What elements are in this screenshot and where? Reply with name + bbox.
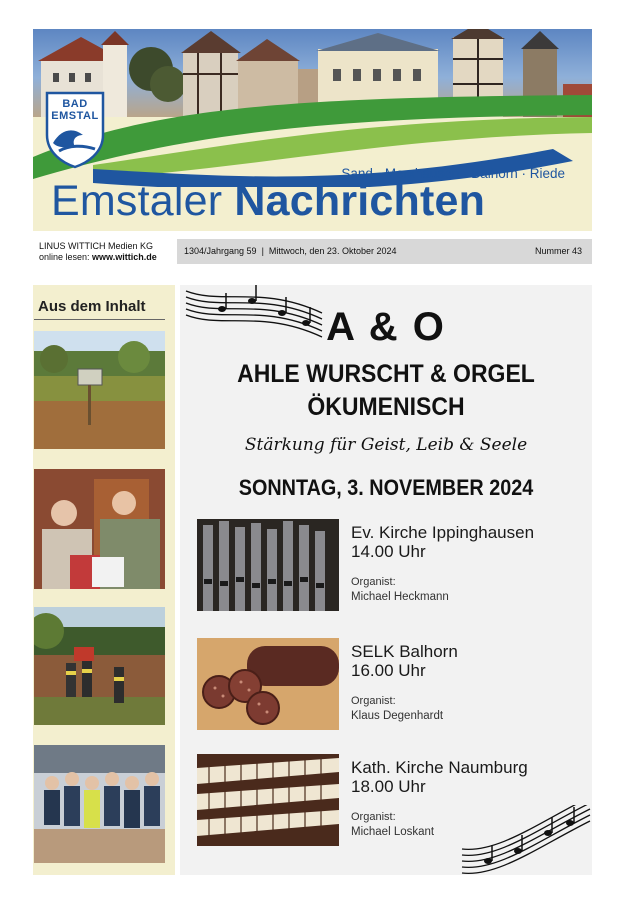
event-time: 16.00 Uhr (351, 661, 426, 680)
issue-info-bar (33, 239, 592, 264)
poster-date: SONNTAG, 3. NOVEMBER 2024 (238, 475, 534, 500)
title-part-bold: Nachrichten (234, 177, 486, 225)
event-time: 14.00 Uhr (351, 542, 426, 561)
organ-pipes-image (197, 519, 339, 611)
poster-subtitle: AHLE WURSCHT & ORGEL (237, 360, 535, 388)
crest-text-bad: BAD (62, 98, 88, 110)
event-place: Kath. Kirche Naumburg (351, 758, 528, 777)
contents-heading: Aus dem Inhalt (38, 298, 146, 315)
organist-label: Organist: (351, 576, 396, 588)
thumb-sports-team[interactable] (34, 745, 165, 863)
music-staff-bottom-right-icon (458, 805, 592, 875)
publisher-info (39, 241, 157, 263)
town-names: Sand · Merxhausen · Balhorn · Riede (341, 166, 565, 181)
event-poster (180, 285, 592, 875)
event-place: SELK Balhorn (351, 642, 458, 661)
issue-date: 1304/Jahrgang 59 | Mittwoch, den 23. Oktober 2024 (184, 246, 397, 256)
masthead (33, 29, 592, 231)
bad-emstal-crest (43, 89, 107, 169)
title-part-light: Emstaler (51, 177, 235, 225)
online-read-label: online lesen: (39, 252, 93, 262)
event-balhorn (197, 638, 577, 730)
contents-sidebar (33, 285, 175, 875)
publisher-name: LINUS WITTICH Medien KG (39, 241, 154, 251)
newspaper-title (51, 177, 485, 226)
event-time: 18.00 Uhr (351, 777, 426, 796)
event-place: Ev. Kirche Ippinghausen (351, 523, 535, 542)
organist-name: Michael Loskant (351, 826, 435, 838)
organ-keyboard-image (197, 754, 339, 846)
thumb-meadow[interactable] (34, 331, 165, 449)
poster-tagline: Stärkung für Geist, Leib & Seele (244, 435, 528, 455)
sausage-image (197, 638, 339, 730)
issue-bar (177, 239, 592, 264)
heading-divider (34, 319, 165, 320)
website-link[interactable]: www.wittich.de (92, 252, 157, 262)
poster-subtitle-ecumenical: ÖKUMENISCH (307, 393, 465, 421)
poster-title: A & O (326, 305, 446, 349)
publisher-box (33, 239, 175, 264)
organist-name: Michael Heckmann (351, 591, 449, 603)
crest-text-emstal: EMSTAL (51, 110, 99, 122)
online-read-line (39, 252, 157, 263)
event-ippinghausen (197, 519, 577, 611)
issue-number: Nummer 43 (534, 246, 582, 256)
organist-label: Organist: (351, 811, 396, 823)
organist-name: Klaus Degenhardt (351, 710, 444, 722)
thumb-firefighters[interactable] (34, 607, 165, 725)
organist-label: Organist: (351, 695, 396, 707)
thumb-award[interactable] (34, 469, 165, 589)
